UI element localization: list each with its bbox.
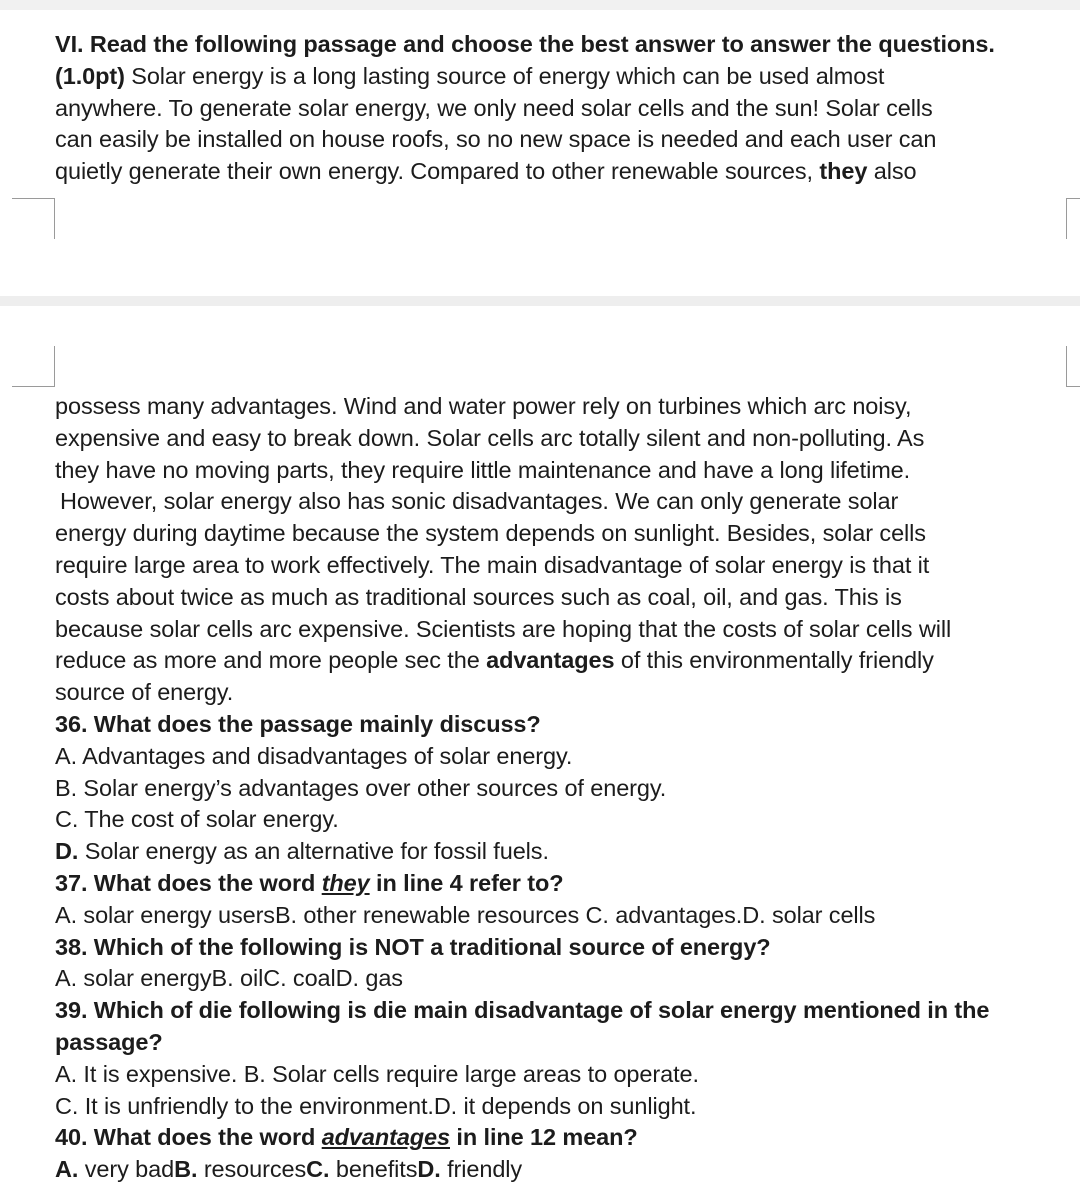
- passage-line-7: they have no moving parts, they require little maintenance and have a long lifetime.: [55, 456, 911, 483]
- option-letter: A.: [55, 1156, 79, 1183]
- option-letter: D.: [417, 1156, 441, 1183]
- passage-line-14: source of energy.: [55, 679, 234, 706]
- q39-options-ab: A. It is expensive. B. Solar cells require large areas to operate.: [55, 1060, 699, 1087]
- q37-options: A. solar energy usersB. other renewable resources C. advantages.D. solar cells: [55, 901, 876, 928]
- option-text: Solar energy as an alternative for fossil fuels.: [78, 838, 549, 865]
- page-corner-mark: [1066, 346, 1080, 387]
- question-39: 39. Which of die following is die main disadvantage of solar energy mentioned in the: [55, 997, 990, 1024]
- option-text: resources: [197, 1156, 307, 1183]
- passage-line-2: anywhere. To generate solar energy, we only need solar cells and the sun! Solar cells: [55, 94, 933, 121]
- passage-line-3: can easily be installed on house roofs, so no new space is needed and each user can: [55, 126, 937, 153]
- question-text: 40. What does the word: [55, 1124, 322, 1151]
- passage-text: quietly generate their own energy. Compared to other renewable sources,: [55, 158, 820, 185]
- option-text: benefits: [329, 1156, 418, 1183]
- option-letter: B.: [174, 1156, 198, 1183]
- page-2-text: [55, 391, 1070, 1186]
- q38-options: A. solar energyB. oilC. coalD. gas: [55, 965, 403, 992]
- page-break: [0, 296, 1080, 306]
- passage-line-11: costs about twice as much as traditional sources such as coal, oil, and gas. This is: [55, 583, 902, 610]
- question-text: in line 4 refer to?: [369, 869, 564, 896]
- section-heading-line: [55, 29, 1070, 61]
- q39-options-cd: C. It is unfriendly to the environment.D. it depends on sunlight.: [55, 1092, 697, 1119]
- passage-line-13: [55, 645, 1070, 677]
- question-38: 38. Which of the following is NOT a traditional source of energy?: [55, 933, 771, 960]
- q36-option-c: C. The cost of solar energy.: [55, 806, 339, 833]
- question-39-cont: passage?: [55, 1028, 163, 1055]
- top-page-edge: [0, 0, 1080, 10]
- keyword-they-underlined: they: [321, 869, 370, 896]
- keyword-advantages: advantages: [486, 647, 615, 674]
- question-text: 37. What does the word: [55, 869, 322, 896]
- page-corner-mark: [12, 198, 55, 239]
- passage-line-6: expensive and easy to break down. Solar cells arc totally silent and non-polluting. As: [55, 424, 925, 451]
- q36-option-a: A. Advantages and disadvantages of solar energy.: [55, 742, 573, 769]
- page-corner-mark: [12, 346, 55, 387]
- q40-options: [55, 1154, 1070, 1186]
- q36-option-b: B. Solar energy’s advantages over other sources of energy.: [55, 774, 667, 801]
- passage-line-1: [55, 61, 1070, 93]
- passage-line-9: energy during daytime because the system depends on sunlight. Besides, solar cells: [55, 520, 926, 547]
- passage-text: Solar energy is a long lasting source of energy which can be used almost: [124, 62, 885, 89]
- q36-option-d: [55, 836, 1070, 868]
- option-letter: C.: [306, 1156, 330, 1183]
- option-text: very bad: [78, 1156, 175, 1183]
- option-letter: D.: [55, 838, 79, 865]
- passage-text: reduce as more and more people sec the: [55, 647, 487, 674]
- question-36: 36. What does the passage mainly discuss?: [55, 710, 541, 737]
- keyword-advantages-underlined: advantages: [321, 1124, 450, 1151]
- keyword-they: they: [819, 158, 868, 185]
- question-40: [55, 1122, 1070, 1154]
- option-text: friendly: [440, 1156, 523, 1183]
- question-37: [55, 868, 1070, 900]
- section-heading: VI. Read the following passage and choose the best answer to answer the questions.: [55, 31, 995, 57]
- passage-line-4: [55, 156, 1070, 188]
- page-corner-mark: [1066, 198, 1080, 239]
- question-text: in line 12 mean?: [450, 1124, 638, 1151]
- passage-text: of this environmentally friendly: [614, 647, 934, 674]
- passage-line-8: However, solar energy also has sonic disadvantages. We can only generate solar: [60, 488, 899, 515]
- section-points: (1.0pt): [55, 62, 125, 89]
- passage-text: also: [867, 158, 917, 185]
- passage-line-10: require large area to work effectively. The main disadvantage of solar energy is that it: [55, 551, 930, 578]
- passage-line-12: because solar cells arc expensive. Scientists are hoping that the costs of solar cells will: [55, 615, 952, 642]
- page-1-text: [55, 29, 1070, 188]
- passage-line-5: possess many advantages. Wind and water power rely on turbines which arc noisy,: [55, 393, 912, 419]
